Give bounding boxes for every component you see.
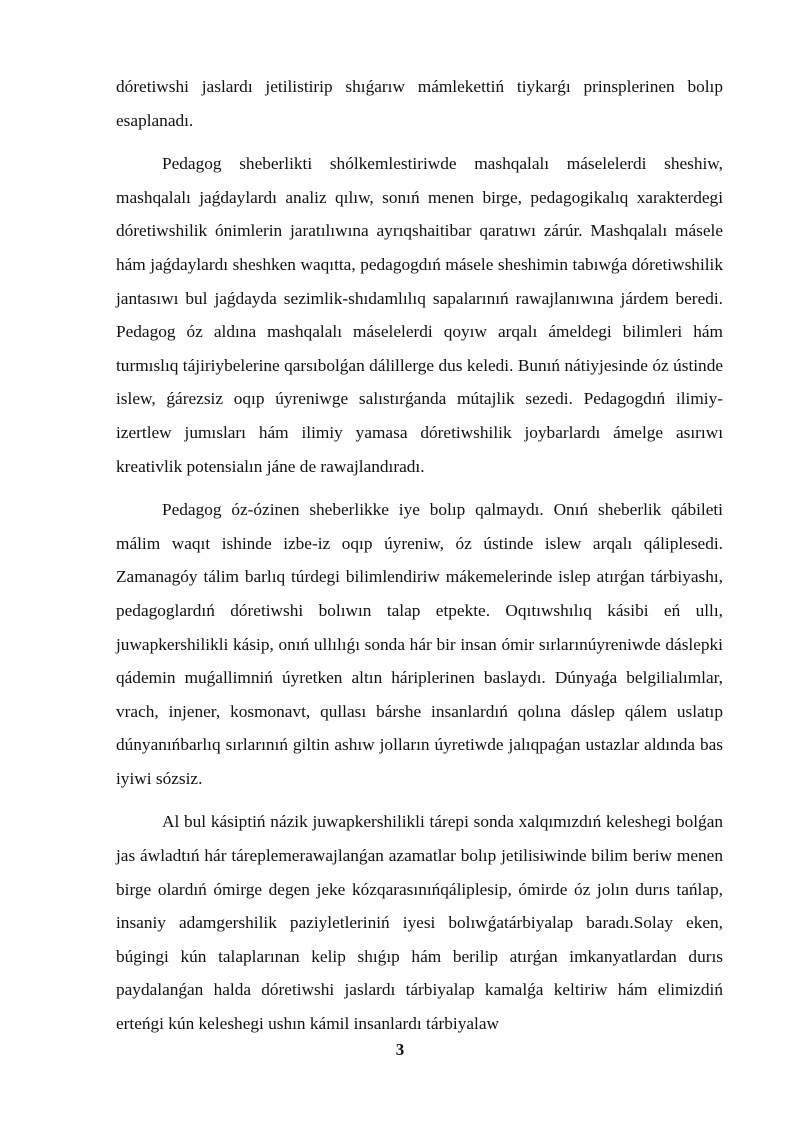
paragraph-pedagog-oz-ozinen: Pedagog óz-ózinen sheberlikke iye bolıp qalmaydı. Onıń sheberlik qábileti málim waqıt ishinde izbe-iz oqıp úyreniw, óz ústinde islew arqalı qáliplesedi. Zamanagóy tálim barlıq túrdegi bilimlendiriw mákemelerinde islep atırǵan tárbiyashı, pedagoglardıń dóretiwshi bolıwın talap etpekte. Oqıtıwshılıq kásibi eń ullı, juwapkershilikli kásip, onıń ullılıǵı sonda hár bir insan ómir sırlarınúyreniwde dáslepki qádemin muǵallimniń úyretken altın háriplerinen baslaydı. Dúnyaǵa belgilialımlar, vrach, injener, kosmonavt, qullası bárshe insanlardıń qolına dáslep qálem uslatıp dúnyanıńbarlıq sırlarınıń giltin ashıw jolların úyretiwde jalıqpaǵan ustazlar aldında bas iyiwi sózsiz. — [116, 500, 723, 788]
paragraph-continuation: dóretiwshi jaslardı jetilistirip shıǵarıw mámlekettiń tiykarǵı prinsplerinen bolıp esaplanadı. — [116, 77, 723, 130]
paragraph-pedagog-sheberlikti: Pedagog sheberlikti shólkemlestiriwde mashqalalı máselelerdi sheshiw, mashqalalı jaǵdaylardı analiz qılıw, sonıń menen birge, pedagogikalıq xarakterdegi dóretiwshilik ónimlerin jaratılıwına ayrıqshaitibar qaratıwı zárúr. Mashqalalı másele hám jaǵdaylardı sheshken waqıtta, pedagogdıń másele sheshimin tabıwǵa dóretiwshilik jantasıwı bul jaǵdayda sezimlik-shıdamlılıq sapalarınıń rawajlanıwına járdem beredi. Pedagog óz aldına mashqalalı máselelerdi qoyıw arqalı ámeldegi bilimleri hám turmıslıq tájiriybelerine qarsıbolǵan dálillerge dus keledi. Bunıń nátiyjesinde óz ústinde islew, ǵárezsiz oqıp úyreniwge salıstırǵanda mútajlik sezedi. Pedagogdıń ilimiy-izertlew jumısları hám ilimiy yamasa dóretiwshilik joybarlardı ámelge asırıwı kreativlik potensialın jáne de rawajlandıradı. — [116, 154, 723, 476]
page-number: 3 — [395, 1040, 405, 1059]
body-text — [116, 70, 723, 1051]
paragraph-al-bul-kasiptin: Al bul kásiptiń názik juwapkershilikli tárepi sonda xalqımızdıń keleshegi bolǵan jas áwladtıń hár táreplemerawajlanǵan azamatlar bolıp jetilisiwinde bilim beriw menen birge olardıń ómirge degen jeke kózqarasınıńqáliplesip, ómirde óz jolın durıs tańlap, insaniy adamgershilik paziyletleriniń iyesi bolıwǵatárbiyalap baradı.Solay eken, búgingi kún talaplarınan kelip shıǵıp hám berilip atırǵan imkanyatlardan durıs paydalanǵan halda dóretiwshi jaslardı tárbiyalap kamalǵa keltiriw hám elimizdiń erteńgi kún keleshegi ushın kámil insanlardı tárbiyalaw — [116, 812, 723, 1034]
